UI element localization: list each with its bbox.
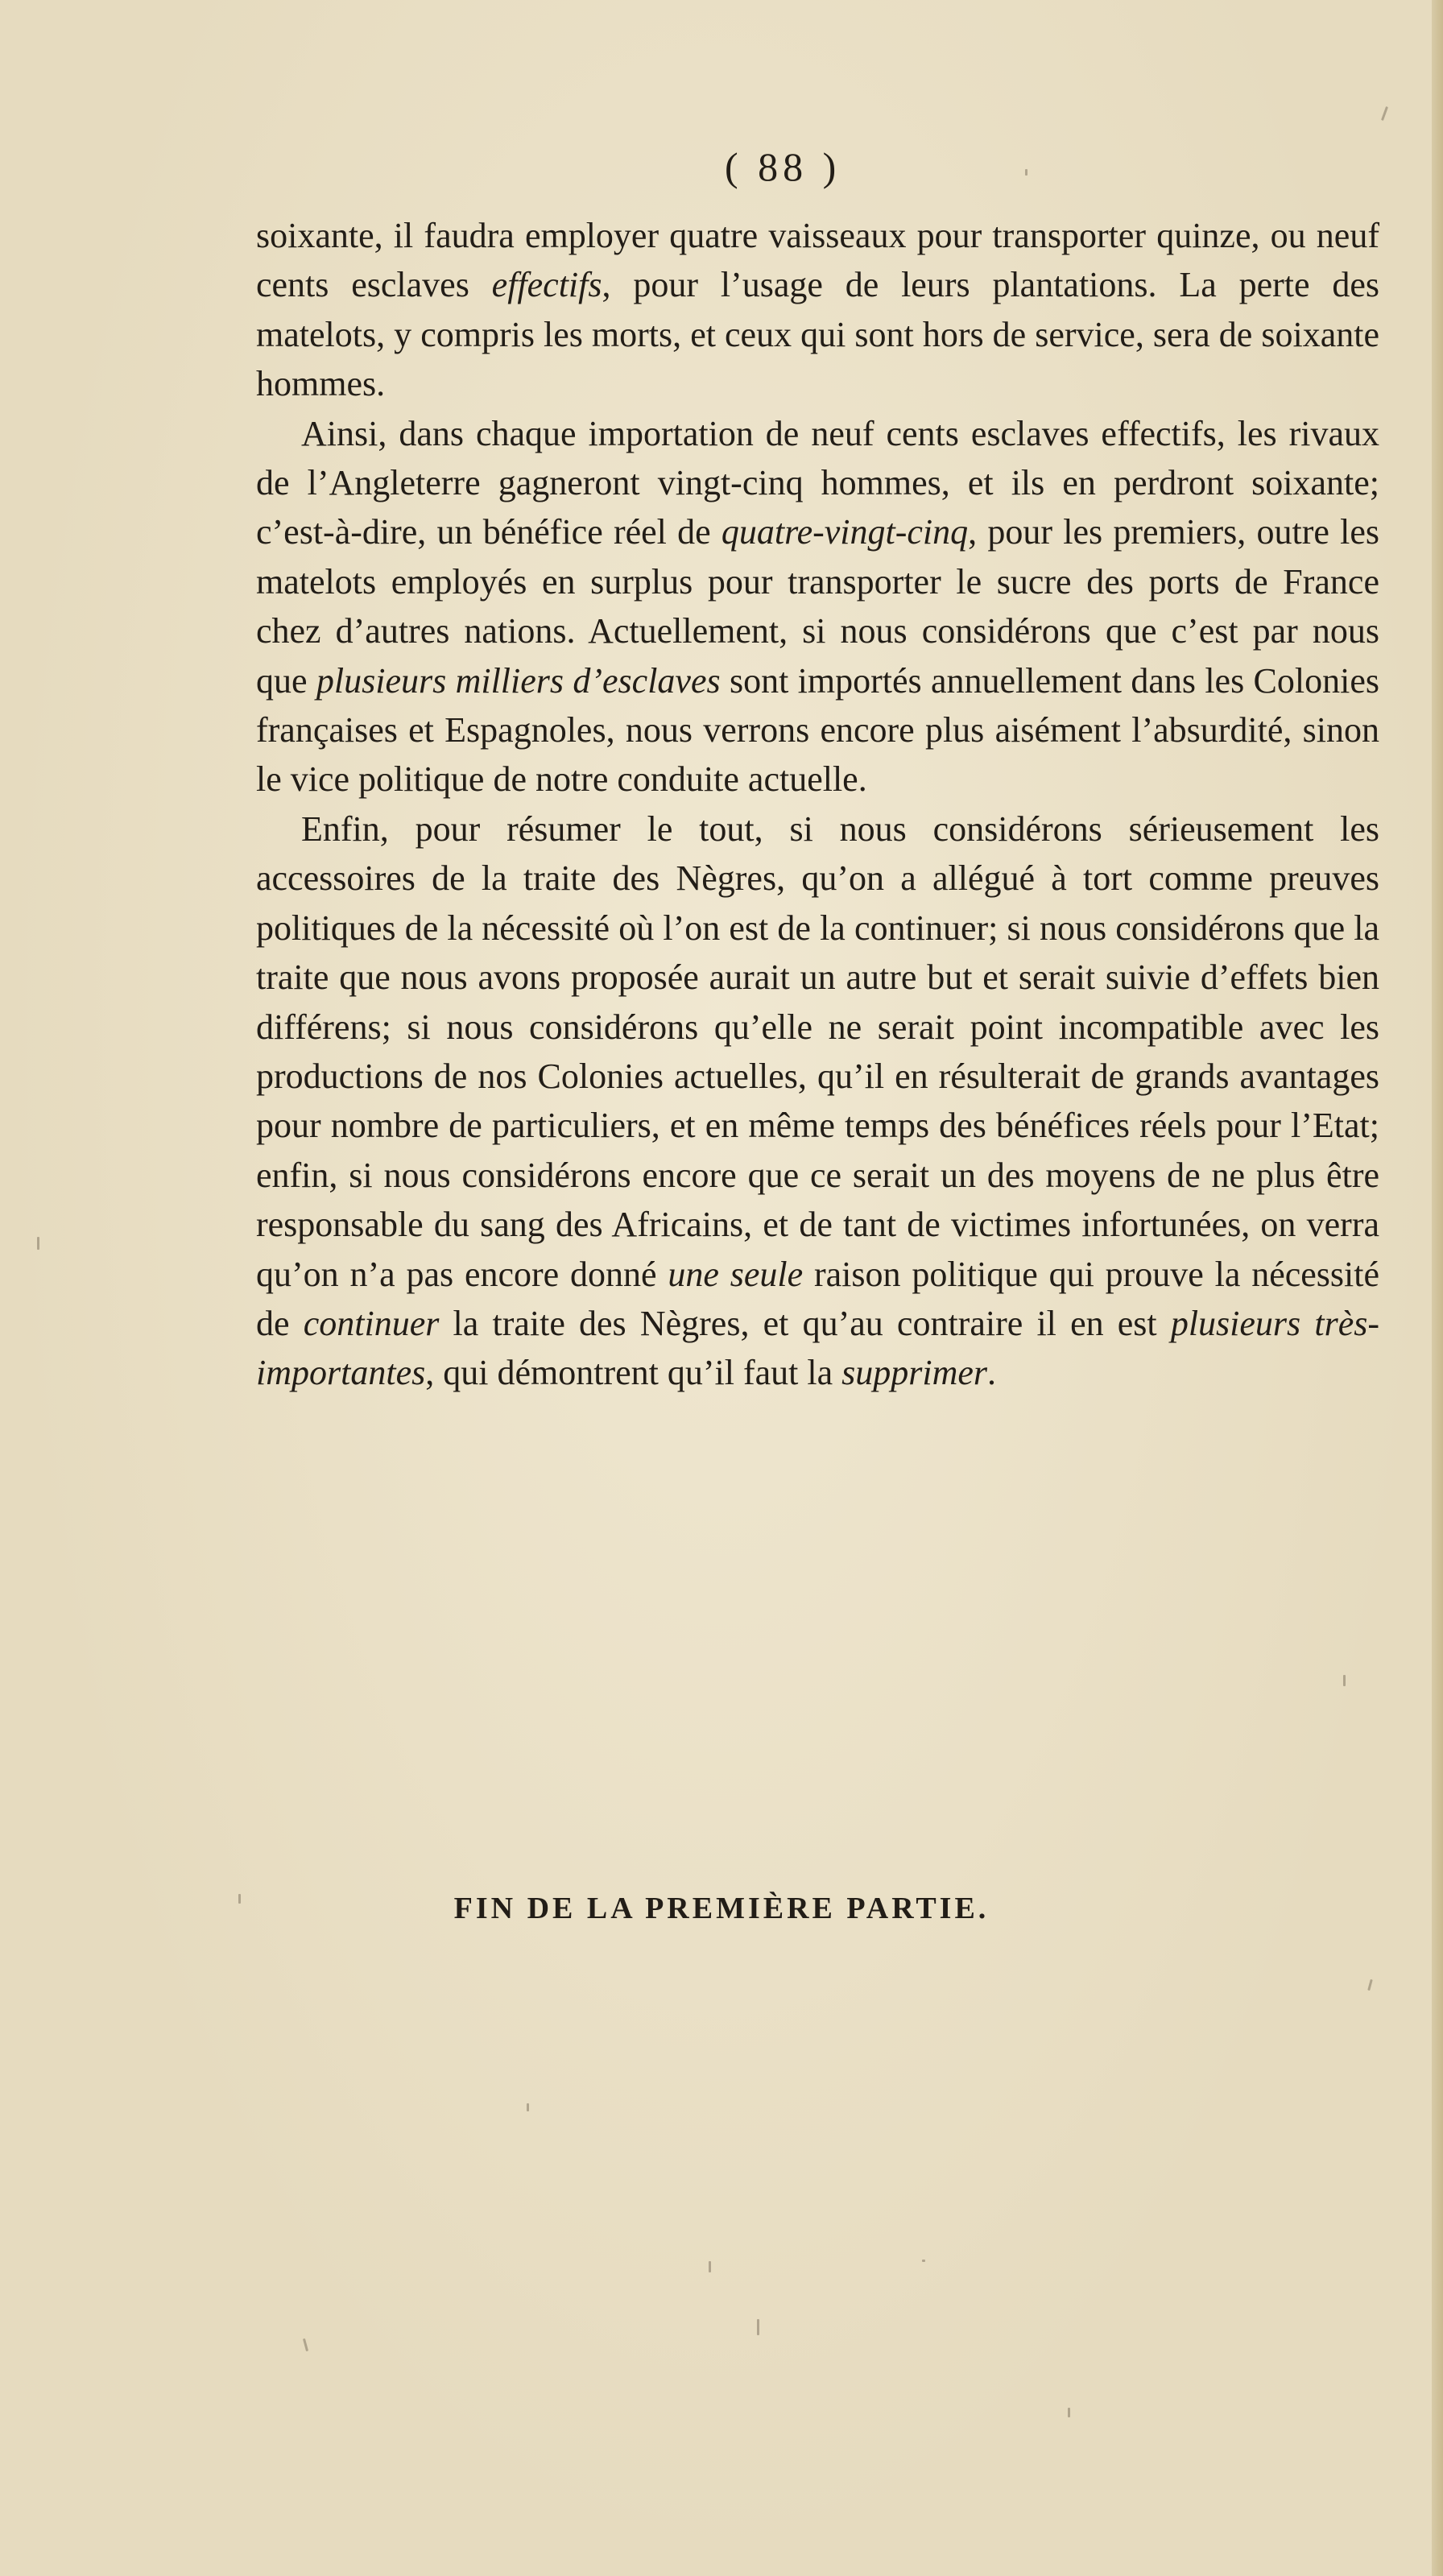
text-run: Ainsi, dans chaque importation de neuf cents esclaves effectifs, les rivaux de l’Angleterre gagneront vingt-cinq hommes, et ils en perdront soixante; c’est-à-dire, un bénéfice réel de — [256, 413, 1379, 552]
paper-speck — [1381, 106, 1388, 121]
paper-speck — [757, 2319, 759, 2335]
paragraph — [256, 409, 1379, 804]
paper-speck — [238, 1894, 241, 1904]
text-run: . — [987, 1353, 997, 1393]
paper-speck — [303, 2338, 308, 2351]
text-run: soixante, il faudra employer quatre vaisseaux pour transporter quinze, ou neuf cents esclaves — [256, 216, 1379, 305]
italic-text-run: supprimer — [841, 1353, 988, 1393]
end-of-part-heading: FIN DE LA PREMIÈRE PARTIE. — [453, 1892, 990, 1925]
paper-speck — [1025, 169, 1027, 176]
paragraph — [256, 804, 1379, 1398]
italic-text-run: une seule — [668, 1254, 804, 1294]
paper-speck — [527, 2103, 529, 2111]
text-run: , pour l’usage de leurs plantations. La perte des matelots, y compris les morts, et ceux qui sont hors de service, sera de soixante hommes. — [256, 265, 1380, 404]
paragraph — [256, 211, 1379, 409]
text-run: raison politique qui prouve la nécessité de — [256, 1254, 1379, 1343]
body-text — [256, 211, 1379, 1398]
italic-text-run: quatre-vingt-cinq — [721, 512, 969, 552]
text-run: la traite des Nègres, et qu’au contraire il en est — [439, 1303, 1171, 1343]
paper-speck — [709, 2261, 711, 2272]
italic-text-run: effectifs — [491, 265, 602, 305]
text-run: , pour les premiers, outre les matelots employés en surplus pour transporter le sucre des ports de France chez d’autres nations. Actuellement, si nous considérons que c’est par nous que — [256, 512, 1379, 701]
page-edge-shadow — [1432, 0, 1443, 2576]
page-number: ( 88 ) — [725, 144, 841, 189]
text-run: , qui démontrent qu’il faut la — [425, 1353, 842, 1393]
paper-speck — [922, 2260, 925, 2262]
paper-speck — [1343, 1675, 1346, 1686]
paper-speck — [37, 1237, 39, 1250]
text-run: sont importés annuellement dans les Colonies françaises et Espagnoles, nous verrons encore plus aisément l’absurdité, sinon le vice politique de notre conduite actuelle. — [256, 660, 1379, 800]
italic-text-run: continuer — [303, 1303, 440, 1343]
text-run: Enfin, pour résumer le tout, si nous considérons sérieusement les accessoires de la traite des Nègres, qu’on a allégué à tort comme preuves politiques de la nécessité où l’on est de la continuer; si nous considérons que la traite que nous avons proposée aurait un autre but et serait suivie d’effets bien différens; si nous considérons qu’elle ne serait point incompatible avec les productions de nos Colonies actuelles, qu’il en résulterait de grands avantages pour nombre de particuliers, et en même temps des bénéfices réels pour l’Etat; enfin, si nous considérons encore que ce serait un des moyens de ne plus être responsable du sang des Africains, et de tant de victimes infortunées, on verra qu’on n’a pas encore donné — [256, 808, 1379, 1294]
italic-text-run: plusieurs très-importantes — [256, 1303, 1380, 1393]
paper-speck — [1367, 1979, 1373, 1991]
paper-speck — [1068, 2408, 1070, 2417]
italic-text-run: plusieurs milliers d’esclaves — [316, 660, 721, 701]
